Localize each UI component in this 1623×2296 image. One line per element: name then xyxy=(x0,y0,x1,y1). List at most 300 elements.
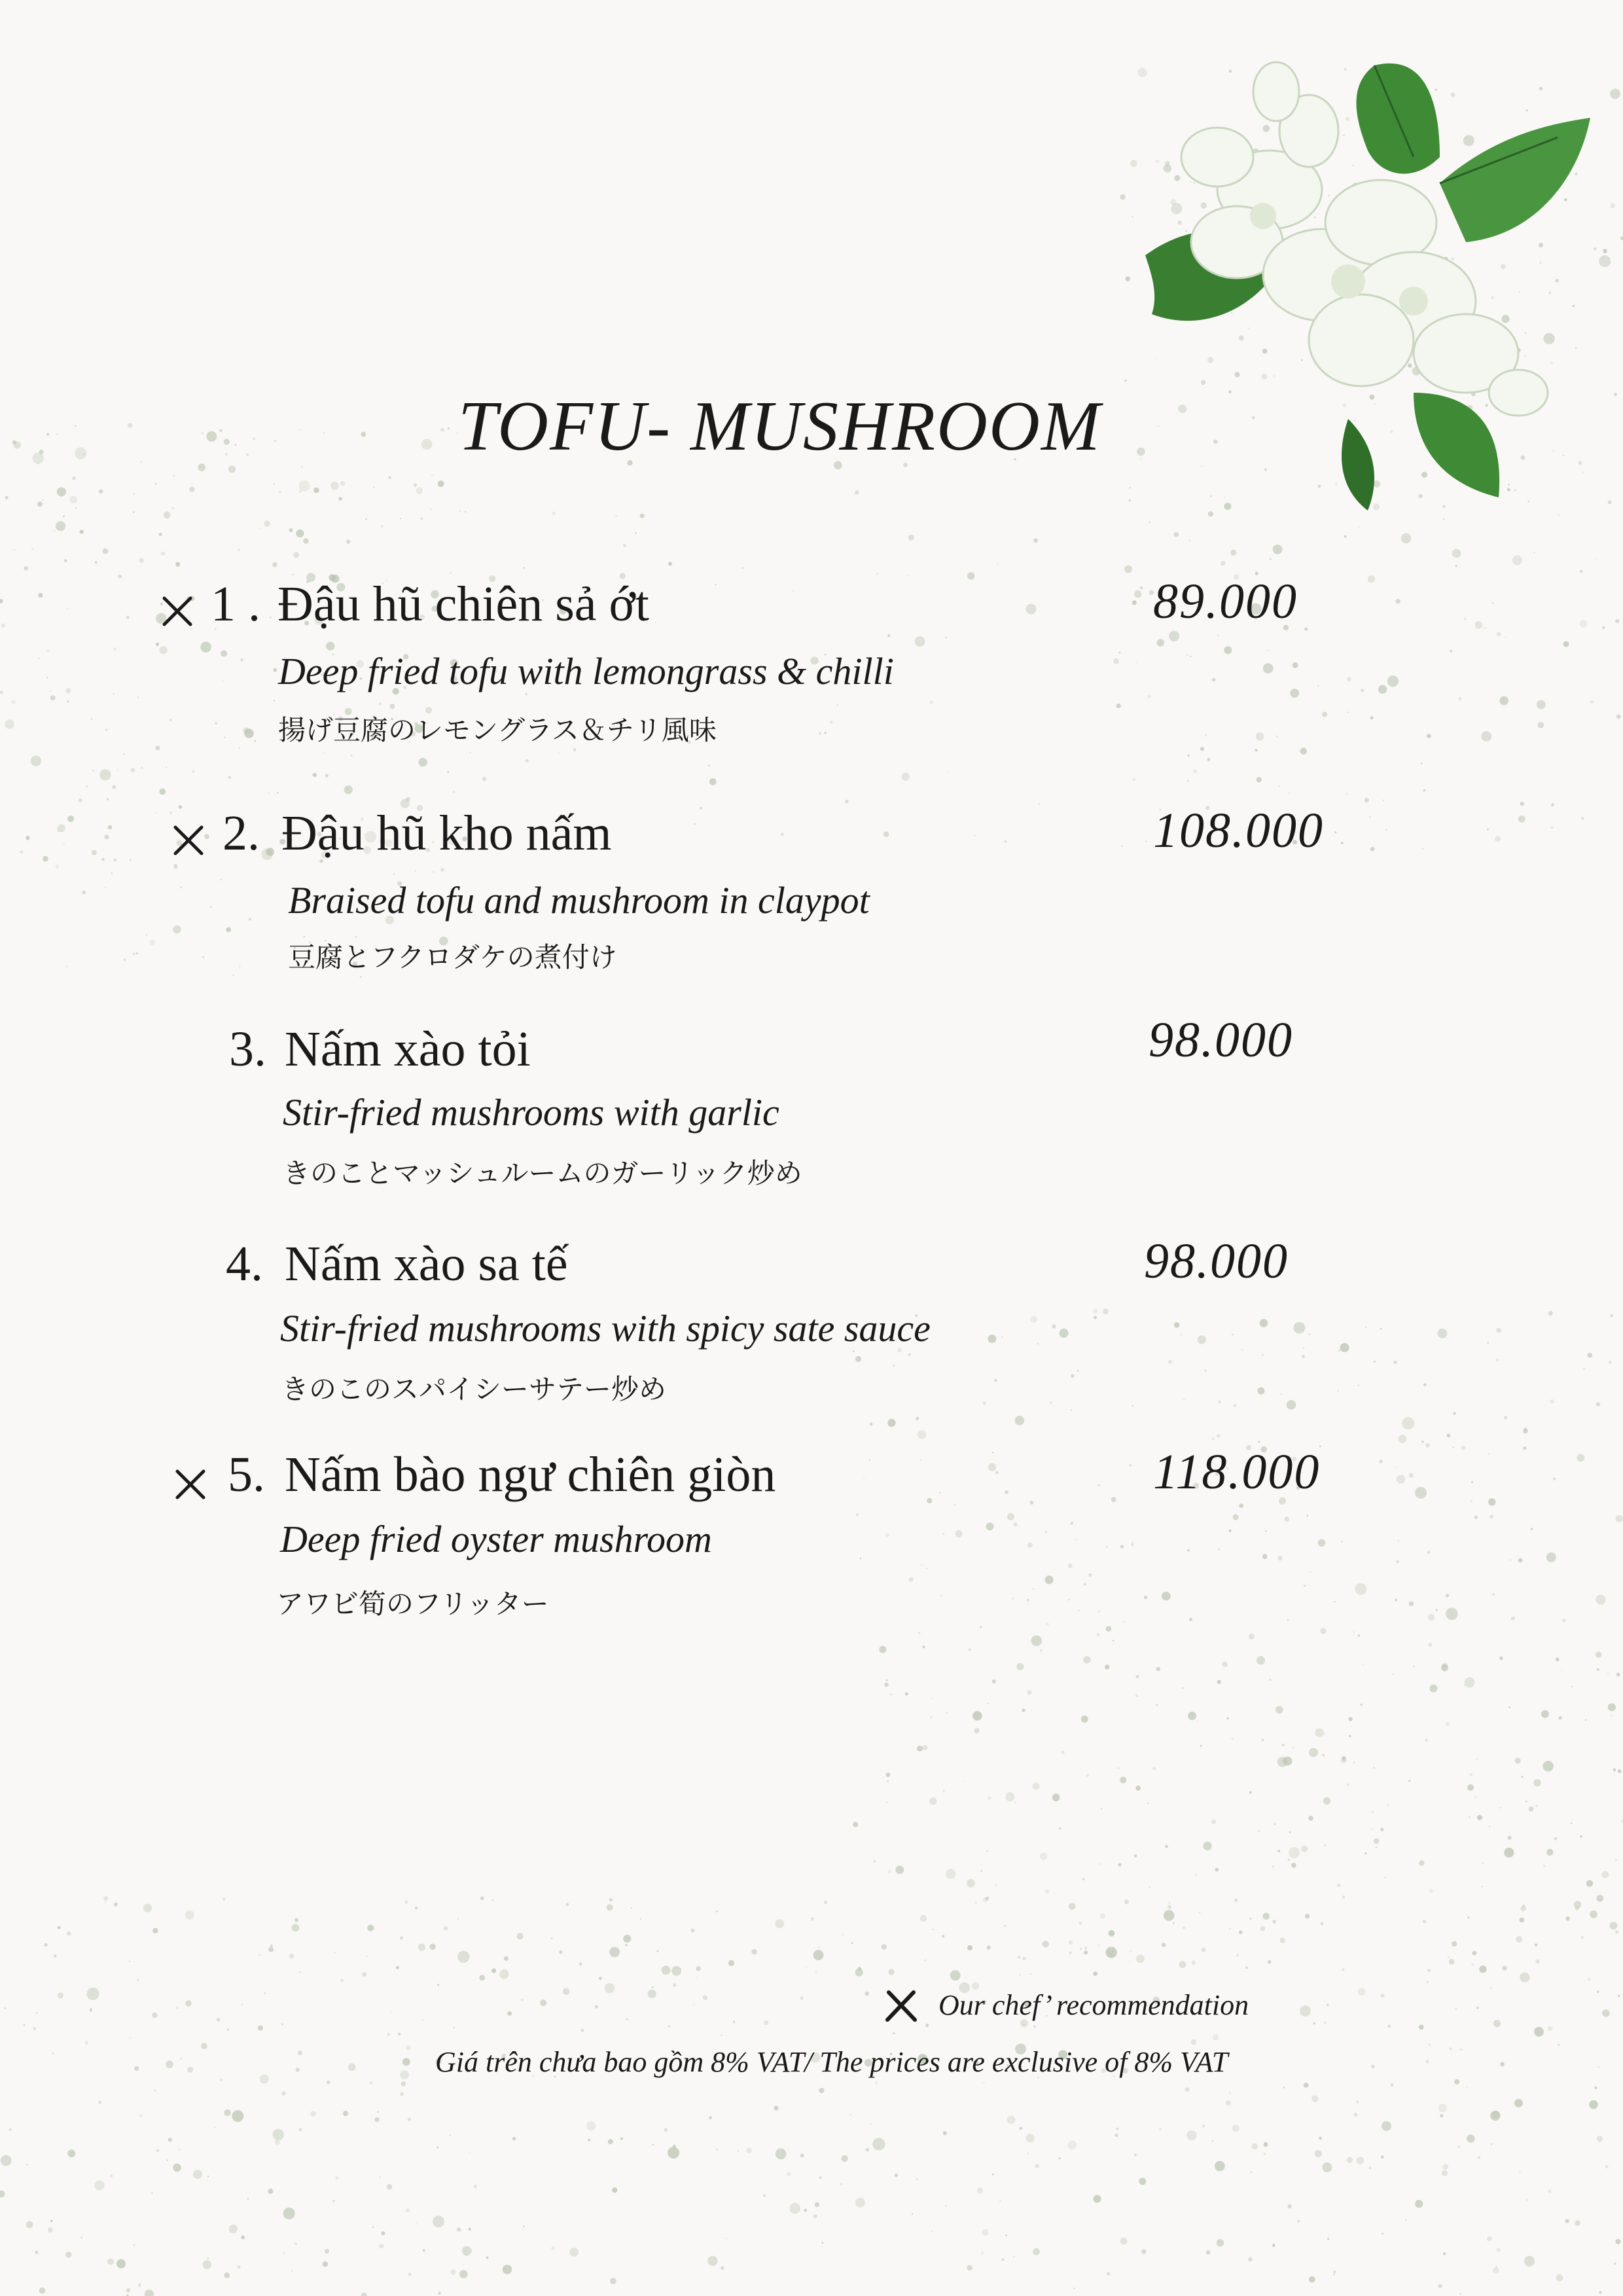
splatter-dot xyxy=(1202,2125,1205,2128)
splatter-dot xyxy=(1507,1836,1511,1840)
splatter-dot xyxy=(1488,1498,1495,1505)
splatter-dot xyxy=(942,1935,944,1937)
splatter-dot xyxy=(1382,2233,1383,2234)
splatter-dot xyxy=(1427,1551,1431,1554)
splatter-dot xyxy=(1520,1905,1526,1911)
splatter-dot xyxy=(1450,650,1452,653)
splatter-dot xyxy=(927,1498,932,1503)
splatter-dot xyxy=(1190,656,1192,658)
splatter-dot xyxy=(793,590,794,592)
splatter-dot xyxy=(1487,2236,1492,2242)
splatter-dot xyxy=(154,2090,156,2091)
splatter-dot xyxy=(1075,1539,1077,1541)
splatter-dot xyxy=(1250,1918,1252,1920)
splatter-dot xyxy=(1128,1962,1130,1963)
splatter-dot xyxy=(283,2252,285,2254)
splatter-dot xyxy=(813,1950,824,1960)
splatter-dot xyxy=(1183,1927,1185,1929)
splatter-dot xyxy=(1602,2009,1609,2017)
splatter-dot xyxy=(431,475,433,476)
item-price: 108.000 xyxy=(1153,803,1324,858)
splatter-dot xyxy=(47,649,50,652)
splatter-dot xyxy=(299,480,310,492)
splatter-dot xyxy=(830,721,833,724)
splatter-dot xyxy=(819,2176,822,2179)
splatter-dot xyxy=(1597,1990,1599,1993)
splatter-dot xyxy=(266,848,274,856)
splatter-dot xyxy=(293,552,299,558)
splatter-dot xyxy=(673,2145,676,2148)
splatter-dot xyxy=(933,1929,934,1930)
splatter-dot xyxy=(1311,2096,1318,2102)
splatter-dot xyxy=(1084,1583,1086,1586)
item-name-vietnamese: Nấm xào sa tế xyxy=(285,1236,568,1291)
splatter-dot xyxy=(1421,762,1423,764)
splatter-dot xyxy=(1118,1863,1122,1867)
splatter-dot xyxy=(1537,700,1546,709)
splatter-dot xyxy=(217,2018,221,2022)
splatter-dot xyxy=(775,1919,784,1928)
splatter-dot xyxy=(1310,1571,1311,1573)
splatter-dot xyxy=(1518,1558,1523,1563)
item-price: 89.000 xyxy=(1153,574,1298,629)
splatter-dot xyxy=(620,2138,623,2140)
splatter-dot xyxy=(612,2187,617,2193)
splatter-dot xyxy=(1120,2238,1128,2245)
splatter-dot xyxy=(180,2058,181,2059)
splatter-dot xyxy=(1101,1808,1102,1810)
splatter-dot xyxy=(26,2221,33,2229)
splatter-dot xyxy=(1454,1412,1456,1415)
splatter-dot xyxy=(977,2187,984,2194)
splatter-dot xyxy=(1429,1685,1437,1693)
splatter-dot xyxy=(227,2028,229,2030)
splatter-dot xyxy=(955,1530,963,1537)
splatter-dot xyxy=(0,691,3,694)
splatter-dot xyxy=(842,1934,843,1935)
splatter-dot xyxy=(845,800,848,803)
splatter-dot xyxy=(908,1577,913,1582)
splatter-dot xyxy=(1134,1854,1137,1857)
splatter-dot xyxy=(1105,1546,1108,1549)
splatter-dot xyxy=(346,539,350,543)
splatter-dot xyxy=(1071,1522,1073,1524)
splatter-dot xyxy=(517,1933,524,1939)
splatter-dot xyxy=(565,1903,569,1906)
splatter-dot xyxy=(1447,1433,1451,1437)
splatter-dot xyxy=(200,641,211,653)
splatter-dot xyxy=(1256,732,1264,741)
splatter-dot xyxy=(526,693,527,695)
splatter-dot xyxy=(118,575,122,579)
splatter-dot xyxy=(1019,1974,1021,1976)
splatter-dot xyxy=(1465,1677,1475,1688)
splatter-dot xyxy=(1429,1643,1433,1647)
splatter-dot xyxy=(1082,1878,1084,1880)
splatter-dot xyxy=(1199,1912,1200,1913)
splatter-dot xyxy=(1474,1515,1478,1518)
splatter-dot xyxy=(943,2131,947,2135)
splatter-dot xyxy=(332,2200,335,2202)
splatter-dot xyxy=(35,2251,38,2254)
splatter-dot xyxy=(1222,1662,1228,1667)
splatter-dot xyxy=(491,1968,496,1973)
splatter-dot xyxy=(1383,800,1384,801)
splatter-dot xyxy=(1300,747,1308,755)
splatter-dot xyxy=(134,2244,135,2246)
splatter-dot xyxy=(94,2180,104,2190)
splatter-dot xyxy=(931,1717,932,1718)
splatter-dot xyxy=(1440,2114,1443,2117)
item-price: 118.000 xyxy=(1153,1444,1321,1499)
splatter-dot xyxy=(1229,1928,1231,1929)
splatter-dot xyxy=(69,496,77,504)
splatter-dot xyxy=(1111,1497,1116,1502)
splatter-dot xyxy=(887,634,891,637)
splatter-dot xyxy=(1030,1501,1034,1505)
splatter-dot xyxy=(166,2160,168,2162)
splatter-dot xyxy=(1322,712,1327,717)
splatter-dot xyxy=(67,2149,75,2157)
splatter-dot xyxy=(1140,586,1143,589)
splatter-dot xyxy=(101,858,105,861)
splatter-dot xyxy=(1396,599,1400,603)
splatter-dot xyxy=(1217,1680,1221,1684)
splatter-dot xyxy=(327,2081,330,2085)
splatter-dot xyxy=(1467,1916,1470,1919)
splatter-dot xyxy=(1478,2156,1480,2159)
splatter-dot xyxy=(1022,1957,1026,1960)
splatter-dot xyxy=(1304,1585,1306,1587)
splatter-dot xyxy=(1512,555,1522,565)
splatter-dot xyxy=(1524,1427,1527,1431)
splatter-dot xyxy=(1374,1839,1380,1844)
splatter-dot xyxy=(1262,1739,1264,1742)
splatter-dot xyxy=(1152,1767,1156,1770)
splatter-dot xyxy=(1193,769,1197,773)
splatter-dot xyxy=(401,2092,404,2096)
splatter-dot xyxy=(179,2149,181,2151)
splatter-dot xyxy=(156,2149,160,2153)
splatter-dot xyxy=(220,879,221,880)
splatter-dot xyxy=(1482,1886,1483,1887)
splatter-dot xyxy=(491,1899,493,1901)
splatter-dot xyxy=(260,528,261,529)
splatter-dot xyxy=(1421,1441,1424,1443)
splatter-dot xyxy=(1381,1994,1385,1998)
splatter-dot xyxy=(987,1850,988,1852)
splatter-dot xyxy=(1413,1666,1414,1667)
splatter-dot xyxy=(916,2178,918,2181)
splatter-dot xyxy=(67,816,74,822)
splatter-dot xyxy=(1040,1649,1043,1652)
splatter-dot xyxy=(179,805,183,809)
splatter-dot xyxy=(11,700,15,704)
splatter-dot xyxy=(1429,2043,1431,2046)
splatter-dot xyxy=(1615,1859,1617,1861)
splatter-dot xyxy=(268,1947,274,1952)
splatter-dot xyxy=(486,2257,489,2259)
splatter-dot xyxy=(888,1870,891,1873)
splatter-dot xyxy=(1071,1374,1075,1378)
splatter-dot xyxy=(954,1504,956,1506)
splatter-dot xyxy=(348,2063,356,2071)
splatter-dot xyxy=(1402,1417,1414,1429)
splatter-dot xyxy=(1362,1664,1363,1665)
splatter-dot xyxy=(1239,1503,1243,1508)
splatter-dot xyxy=(1596,1652,1601,1658)
splatter-dot xyxy=(895,1865,904,1874)
splatter-dot xyxy=(1031,1636,1043,1647)
splatter-dot xyxy=(1033,1588,1034,1589)
splatter-dot xyxy=(56,865,60,869)
splatter-dot xyxy=(1342,1968,1345,1971)
splatter-dot xyxy=(95,561,98,564)
splatter-dot xyxy=(1118,652,1120,654)
splatter-dot xyxy=(1561,1671,1563,1672)
splatter-dot xyxy=(625,1944,627,1946)
splatter-dot xyxy=(469,2230,470,2231)
splatter-dot xyxy=(609,1898,613,1901)
splatter-dot xyxy=(1467,2134,1475,2143)
splatter-dot xyxy=(1309,1748,1318,1757)
splatter-dot xyxy=(1069,1951,1072,1954)
splatter-dot xyxy=(116,2259,126,2269)
splatter-dot xyxy=(1615,2239,1620,2244)
splatter-dot xyxy=(1268,650,1269,651)
splatter-dot xyxy=(294,1918,298,1922)
splatter-dot xyxy=(1084,1950,1088,1954)
splatter-dot xyxy=(1388,2025,1391,2028)
splatter-dot xyxy=(1459,2293,1461,2295)
splatter-dot xyxy=(128,423,133,428)
splatter-dot xyxy=(1369,2166,1372,2169)
splatter-dot xyxy=(551,2246,555,2250)
splatter-dot xyxy=(1289,1831,1291,1833)
splatter-dot xyxy=(1185,2087,1190,2092)
splatter-dot xyxy=(1232,1334,1234,1336)
splatter-dot xyxy=(1002,2258,1005,2261)
splatter-dot xyxy=(154,482,157,485)
splatter-dot xyxy=(323,2261,328,2267)
splatter-dot xyxy=(1586,1880,1593,1887)
item-name-vietnamese: Nấm xào tỏi xyxy=(285,1022,531,1077)
splatter-dot xyxy=(1088,1573,1092,1577)
splatter-dot xyxy=(228,776,231,779)
splatter-dot xyxy=(114,859,117,862)
splatter-dot xyxy=(1124,1621,1125,1623)
splatter-dot xyxy=(1217,1434,1221,1438)
splatter-dot xyxy=(1118,1767,1119,1768)
splatter-dot xyxy=(1187,755,1189,757)
splatter-dot xyxy=(1012,1598,1014,1600)
splatter-dot xyxy=(1337,1884,1340,1887)
splatter-dot xyxy=(323,432,325,434)
splatter-dot xyxy=(1441,1664,1448,1672)
splatter-dot xyxy=(294,2242,298,2246)
splatter-dot xyxy=(918,1430,927,1439)
splatter-dot xyxy=(1262,1912,1270,1920)
splatter-dot xyxy=(1287,2204,1292,2209)
splatter-dot xyxy=(1107,2272,1110,2275)
splatter-dot xyxy=(1581,1936,1584,1939)
item-name-japanese: アワビ筍のフリッター xyxy=(276,1588,549,1620)
splatter-dot xyxy=(1347,677,1351,682)
splatter-dot xyxy=(974,835,975,836)
splatter-dot xyxy=(351,755,353,757)
splatter-dot xyxy=(207,2176,209,2177)
splatter-dot xyxy=(1168,1360,1172,1364)
splatter-dot xyxy=(1427,734,1431,738)
splatter-dot xyxy=(806,1967,807,1968)
splatter-dot xyxy=(1135,1785,1141,1791)
splatter-dot xyxy=(1489,1515,1493,1518)
splatter-dot xyxy=(1469,1816,1471,1818)
splatter-dot xyxy=(1597,1668,1599,1671)
splatter-dot xyxy=(396,1966,399,1969)
splatter-dot xyxy=(224,439,230,444)
splatter-dot xyxy=(1496,1328,1501,1333)
splatter-dot xyxy=(465,511,466,512)
splatter-dot xyxy=(1452,1941,1457,1946)
splatter-dot xyxy=(283,2208,295,2219)
splatter-dot xyxy=(50,2220,53,2223)
splatter-dot xyxy=(1093,1309,1097,1314)
item-number: 4. xyxy=(226,1236,263,1291)
splatter-dot xyxy=(156,643,159,646)
splatter-dot xyxy=(974,1728,979,1733)
splatter-dot xyxy=(1069,1940,1073,1945)
splatter-dot xyxy=(1162,1943,1166,1947)
splatter-dot xyxy=(50,695,56,700)
splatter-dot xyxy=(292,574,293,575)
splatter-dot xyxy=(815,2202,819,2207)
item-name-english: Deep fried tofu with lemongrass & chilli xyxy=(278,650,894,692)
splatter-dot xyxy=(1188,1712,1196,1720)
splatter-dot xyxy=(905,1693,908,1696)
splatter-dot xyxy=(609,1947,620,1958)
splatter-dot xyxy=(86,785,88,787)
splatter-dot xyxy=(1333,2270,1336,2273)
splatter-dot xyxy=(1342,1895,1345,1898)
splatter-dot xyxy=(130,2037,131,2039)
splatter-dot xyxy=(448,427,450,429)
splatter-dot xyxy=(1005,2234,1007,2236)
splatter-dot xyxy=(1213,2034,1219,2041)
splatter-dot xyxy=(46,433,49,435)
splatter-dot xyxy=(107,798,109,800)
splatter-dot xyxy=(1179,1961,1186,1968)
splatter-dot xyxy=(1190,2039,1196,2045)
splatter-dot xyxy=(52,2053,54,2054)
splatter-dot xyxy=(452,791,455,793)
splatter-dot xyxy=(1464,1685,1465,1686)
splatter-dot xyxy=(1005,1490,1008,1494)
splatter-dot xyxy=(965,1977,967,1978)
splatter-dot xyxy=(1272,2244,1275,2247)
splatter-dot xyxy=(374,2117,380,2123)
splatter-dot xyxy=(1361,1704,1363,1706)
splatter-dot xyxy=(599,1977,602,1980)
splatter-dot xyxy=(588,2139,590,2142)
splatter-dot xyxy=(552,512,556,515)
splatter-dot xyxy=(1558,1716,1561,1719)
splatter-dot xyxy=(1288,1859,1290,1861)
splatter-dot xyxy=(1467,1784,1474,1791)
splatter-dot xyxy=(1323,1733,1325,1735)
splatter-dot xyxy=(225,453,228,456)
splatter-dot xyxy=(105,834,109,839)
splatter-dot xyxy=(1516,1936,1522,1943)
splatter-dot xyxy=(1571,1823,1573,1825)
splatter-dot xyxy=(1211,1820,1216,1824)
splatter-dot xyxy=(107,2259,114,2265)
splatter-dot xyxy=(367,1925,374,1931)
splatter-dot xyxy=(1487,829,1489,831)
splatter-dot xyxy=(1548,2189,1551,2193)
splatter-dot xyxy=(1520,1973,1529,1982)
splatter-dot xyxy=(258,2026,263,2031)
splatter-dot xyxy=(272,562,277,567)
splatter-dot xyxy=(664,2128,668,2132)
splatter-dot xyxy=(1315,2150,1322,2157)
splatter-dot xyxy=(1476,2007,1479,2009)
splatter-dot xyxy=(1613,1768,1616,1772)
splatter-dot xyxy=(111,872,113,874)
splatter-dot xyxy=(1156,1667,1160,1672)
splatter-dot xyxy=(54,1954,57,1958)
splatter-dot xyxy=(1520,1918,1525,1923)
splatter-dot xyxy=(939,1492,941,1494)
splatter-dot xyxy=(400,518,401,519)
splatter-dot xyxy=(92,770,94,772)
splatter-dot xyxy=(244,728,253,738)
splatter-dot xyxy=(1043,1941,1049,1947)
splatter-dot xyxy=(223,680,224,681)
splatter-dot xyxy=(1050,1401,1052,1404)
splatter-dot xyxy=(1380,1828,1383,1831)
splatter-dot xyxy=(581,2029,584,2032)
splatter-dot xyxy=(707,764,709,766)
splatter-dot xyxy=(1033,538,1038,543)
splatter-dot xyxy=(751,1949,757,1955)
splatter-dot xyxy=(1436,1609,1438,1611)
splatter-dot xyxy=(1290,689,1299,698)
splatter-dot xyxy=(313,773,317,777)
fork-knife-icon xyxy=(883,1988,919,2024)
splatter-dot xyxy=(1230,550,1236,556)
splatter-dot xyxy=(56,521,65,531)
splatter-dot xyxy=(298,2051,302,2055)
splatter-dot xyxy=(1481,731,1491,742)
splatter-dot xyxy=(173,2164,181,2172)
item-name-japanese: きのことマッシュルームのガーリック炒め xyxy=(283,1157,802,1189)
splatter-dot xyxy=(1272,1920,1276,1924)
splatter-dot xyxy=(1318,1539,1325,1547)
splatter-dot xyxy=(1124,1899,1129,1904)
splatter-dot xyxy=(1482,1862,1484,1864)
splatter-dot xyxy=(249,918,251,920)
splatter-dot xyxy=(1459,697,1462,700)
splatter-dot xyxy=(79,529,84,534)
splatter-dot xyxy=(198,463,205,471)
splatter-dot xyxy=(1291,1863,1296,1868)
splatter-dot xyxy=(1301,1846,1308,1852)
splatter-dot xyxy=(1317,685,1319,687)
splatter-dot xyxy=(1308,1816,1313,1821)
splatter-dot xyxy=(1396,1560,1399,1564)
splatter-dot xyxy=(1610,1922,1618,1929)
